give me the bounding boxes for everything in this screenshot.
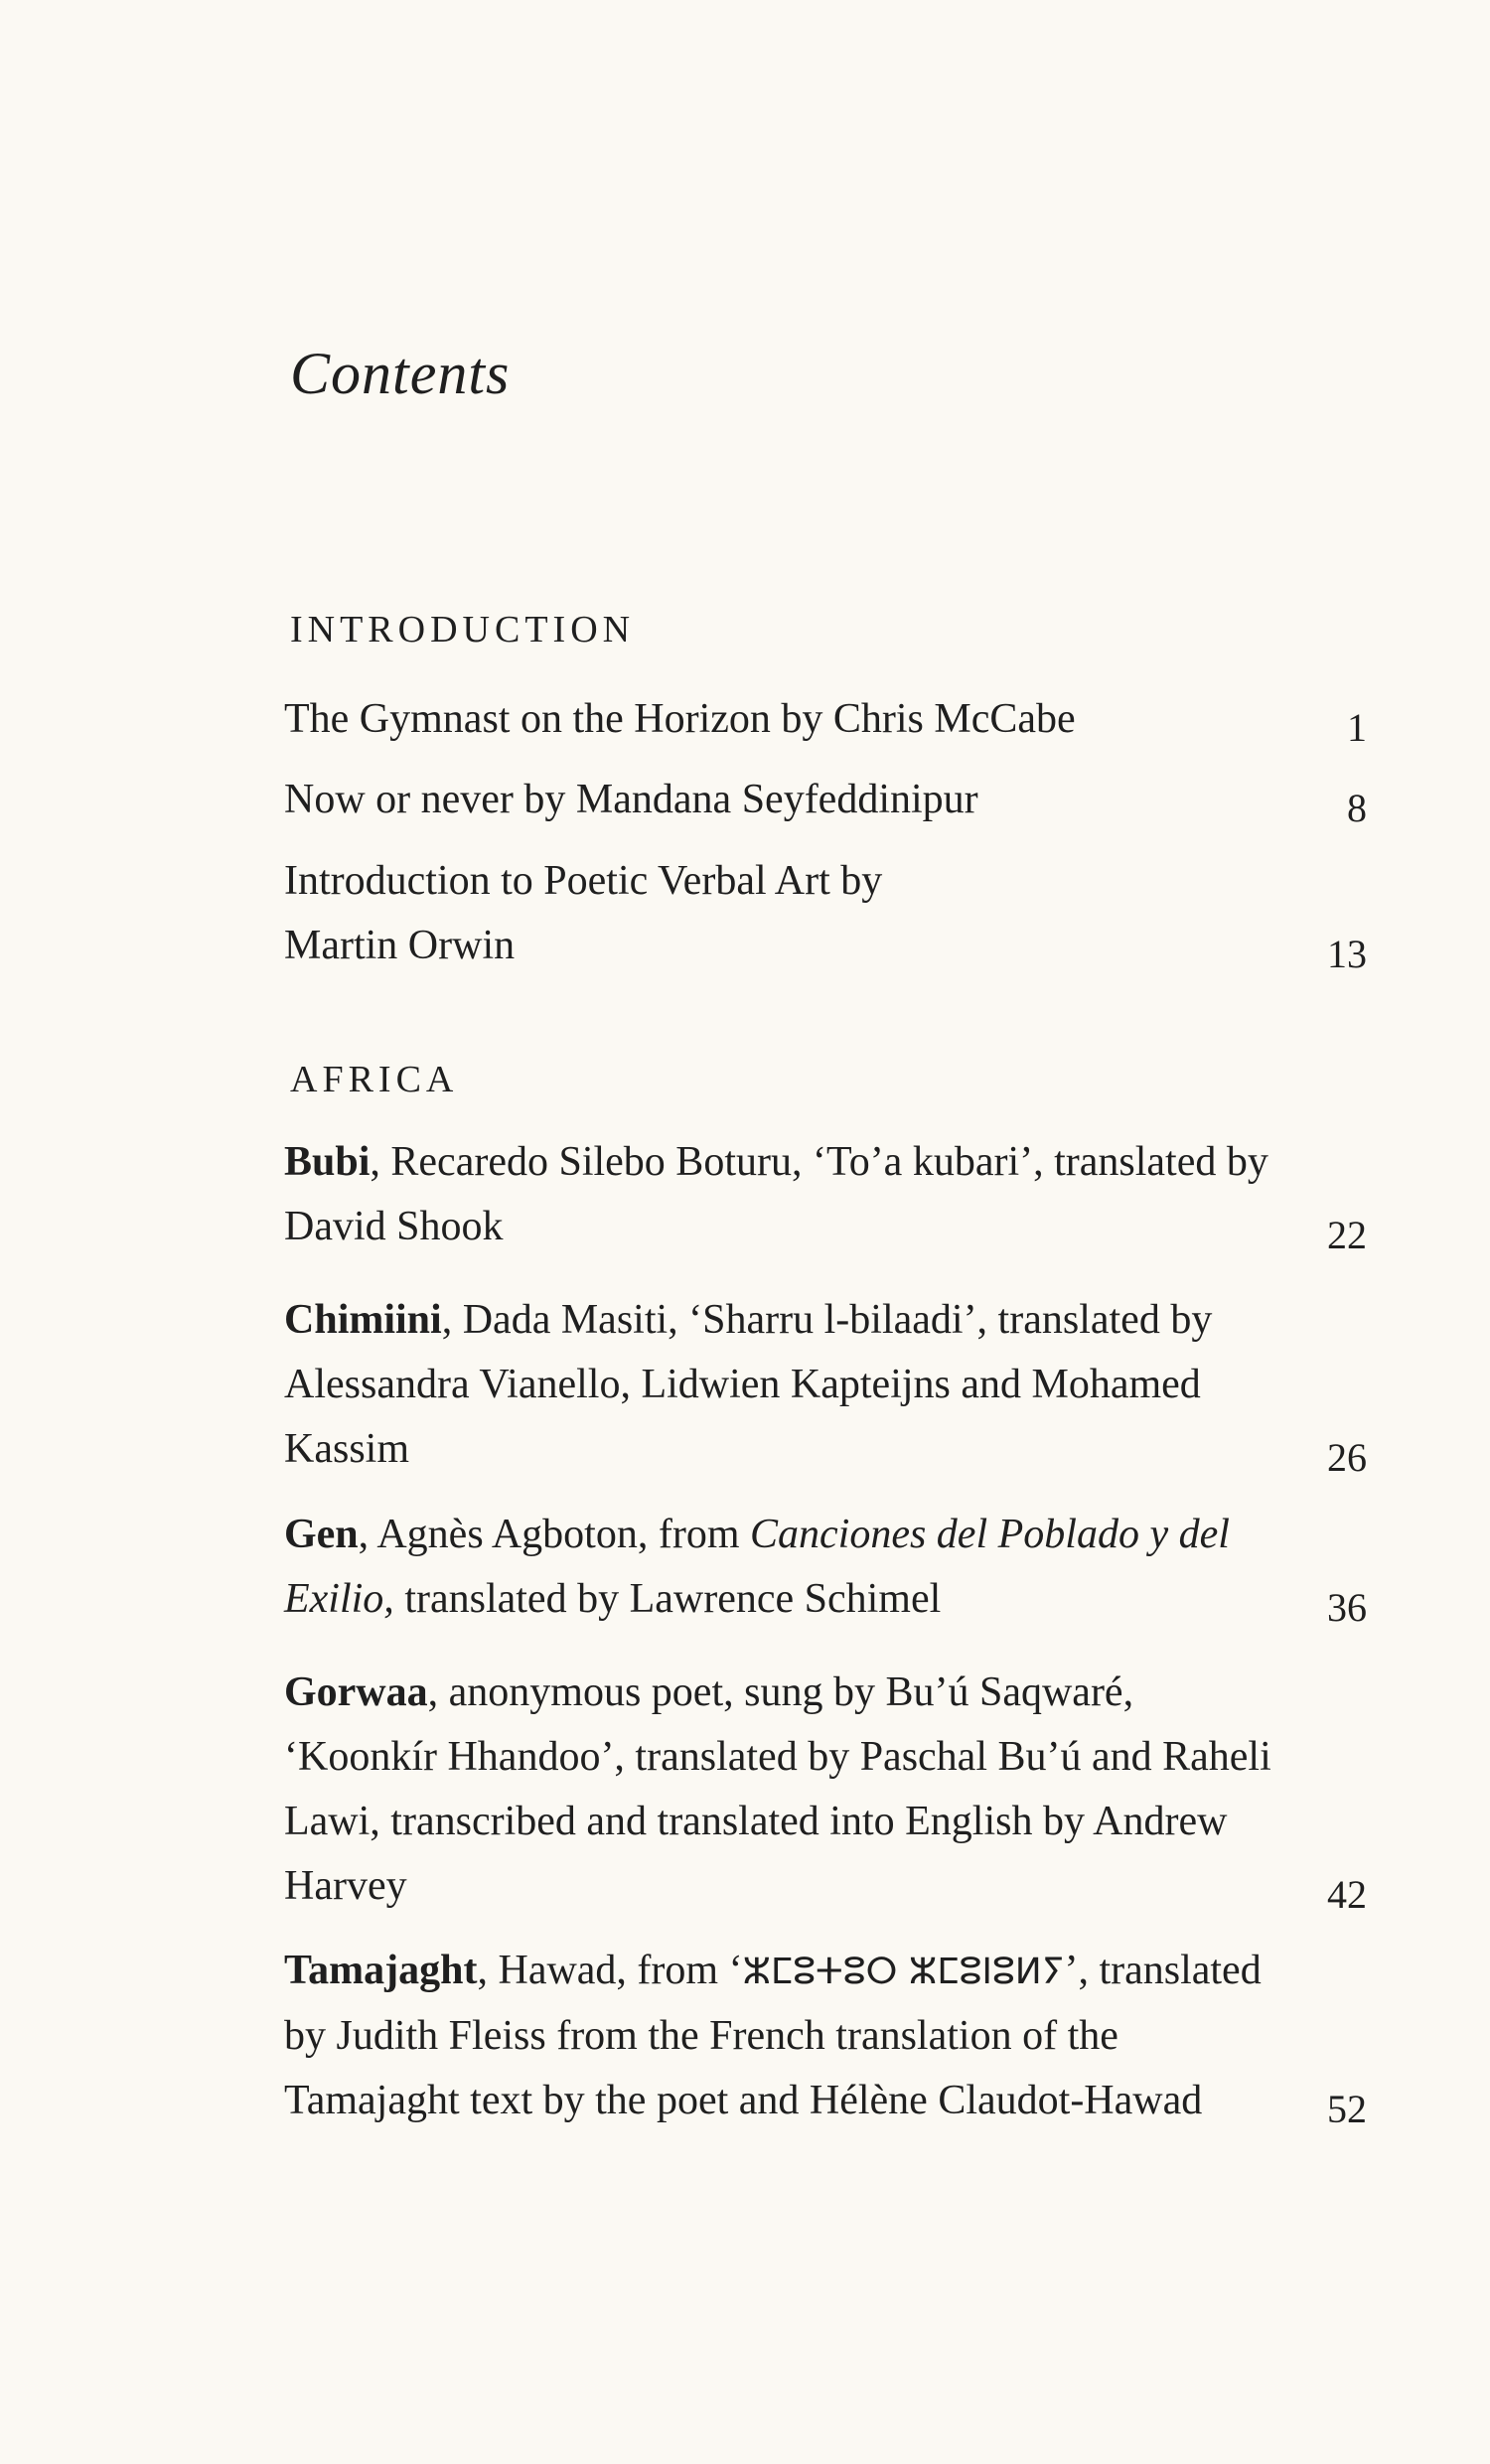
language-name: Gen [284,1512,359,1557]
entry-text [284,1661,1277,1919]
section-heading-africa: AFRICA [290,1059,459,1100]
entry-text [284,1288,1277,1482]
entry-text-line-2: Martin Orwin [284,923,516,968]
page-number: 13 [1327,932,1367,976]
language-name: Tamajaght [284,1948,478,1993]
page-number: 26 [1327,1435,1367,1480]
toc-entry-now-or-never[interactable] [284,768,1367,832]
page-number: 1 [1347,705,1367,750]
language-name: Gorwaa [284,1669,428,1715]
toc-entry-poetic-verbal-art[interactable] [284,849,1367,978]
toc-entry-gorwaa[interactable] [284,1661,1367,1919]
entry-details: ’, translated by Judith Fleiss from the French translation of the Tamajaght text by the poet and Hélène Claudot-Hawad [284,1948,1262,2123]
entry-details: , anonymous poet, sung by Bu’ú Saqwaré, ‘Koonkír Hhandoo’, translated by Paschal Bu’ú and Raheli Lawi, transcribed and translated into English by Andrew Harvey [284,1669,1271,1909]
page-number: 22 [1327,1213,1367,1257]
entry-text [284,1939,1277,2133]
page-number: 52 [1327,2087,1367,2131]
entry-text: Now or never by Mandana Seyfeddinipur [284,777,978,822]
toc-entry-tamajaght[interactable] [284,1939,1367,2133]
entry-text: The Gymnast on the Horizon by Chris McCabe [284,696,1076,742]
toc-entry-chimiini[interactable] [284,1288,1367,1482]
tifinagh-title: ⵣⵎⵓⵜⵓⵔ ⵣⵎⵓⵏⵓⵍⵢ [742,1952,1065,1992]
entry-text-line-1: Introduction to Poetic Verbal Art by [284,858,883,904]
entry-text [284,1503,1277,1632]
entry-text [284,849,1277,978]
entry-details: translated by Lawrence Schimel [393,1576,942,1622]
entry-text [284,1130,1277,1259]
entry-details: , Dada Masiti, ‘Sharru l-bilaadi’, translated by Alessandra Vianello, Lidwien Kapteijns and Mohamed Kassim [284,1297,1213,1472]
entry-details: , Hawad, from ‘ [477,1948,743,1993]
page-number: 36 [1327,1585,1367,1630]
toc-entry-bubi[interactable] [284,1130,1367,1259]
language-name: Chimiini [284,1297,442,1343]
page-number: 8 [1347,786,1367,830]
page-title: Contents [290,341,511,406]
language-name: Bubi [284,1139,371,1185]
entry-details: , Recaredo Silebo Boturu, ‘To’a kubari’, translated by David Shook [284,1139,1268,1249]
work-title: Canciones del Poblado y del Exilio, [284,1512,1230,1622]
entry-details: , Agnès Agboton, from [358,1512,750,1557]
toc-entry-gymnast[interactable] [284,687,1367,752]
page-number: 42 [1327,1872,1367,1917]
toc-entry-gen[interactable] [284,1503,1367,1632]
section-heading-introduction: INTRODUCTION [290,609,636,651]
